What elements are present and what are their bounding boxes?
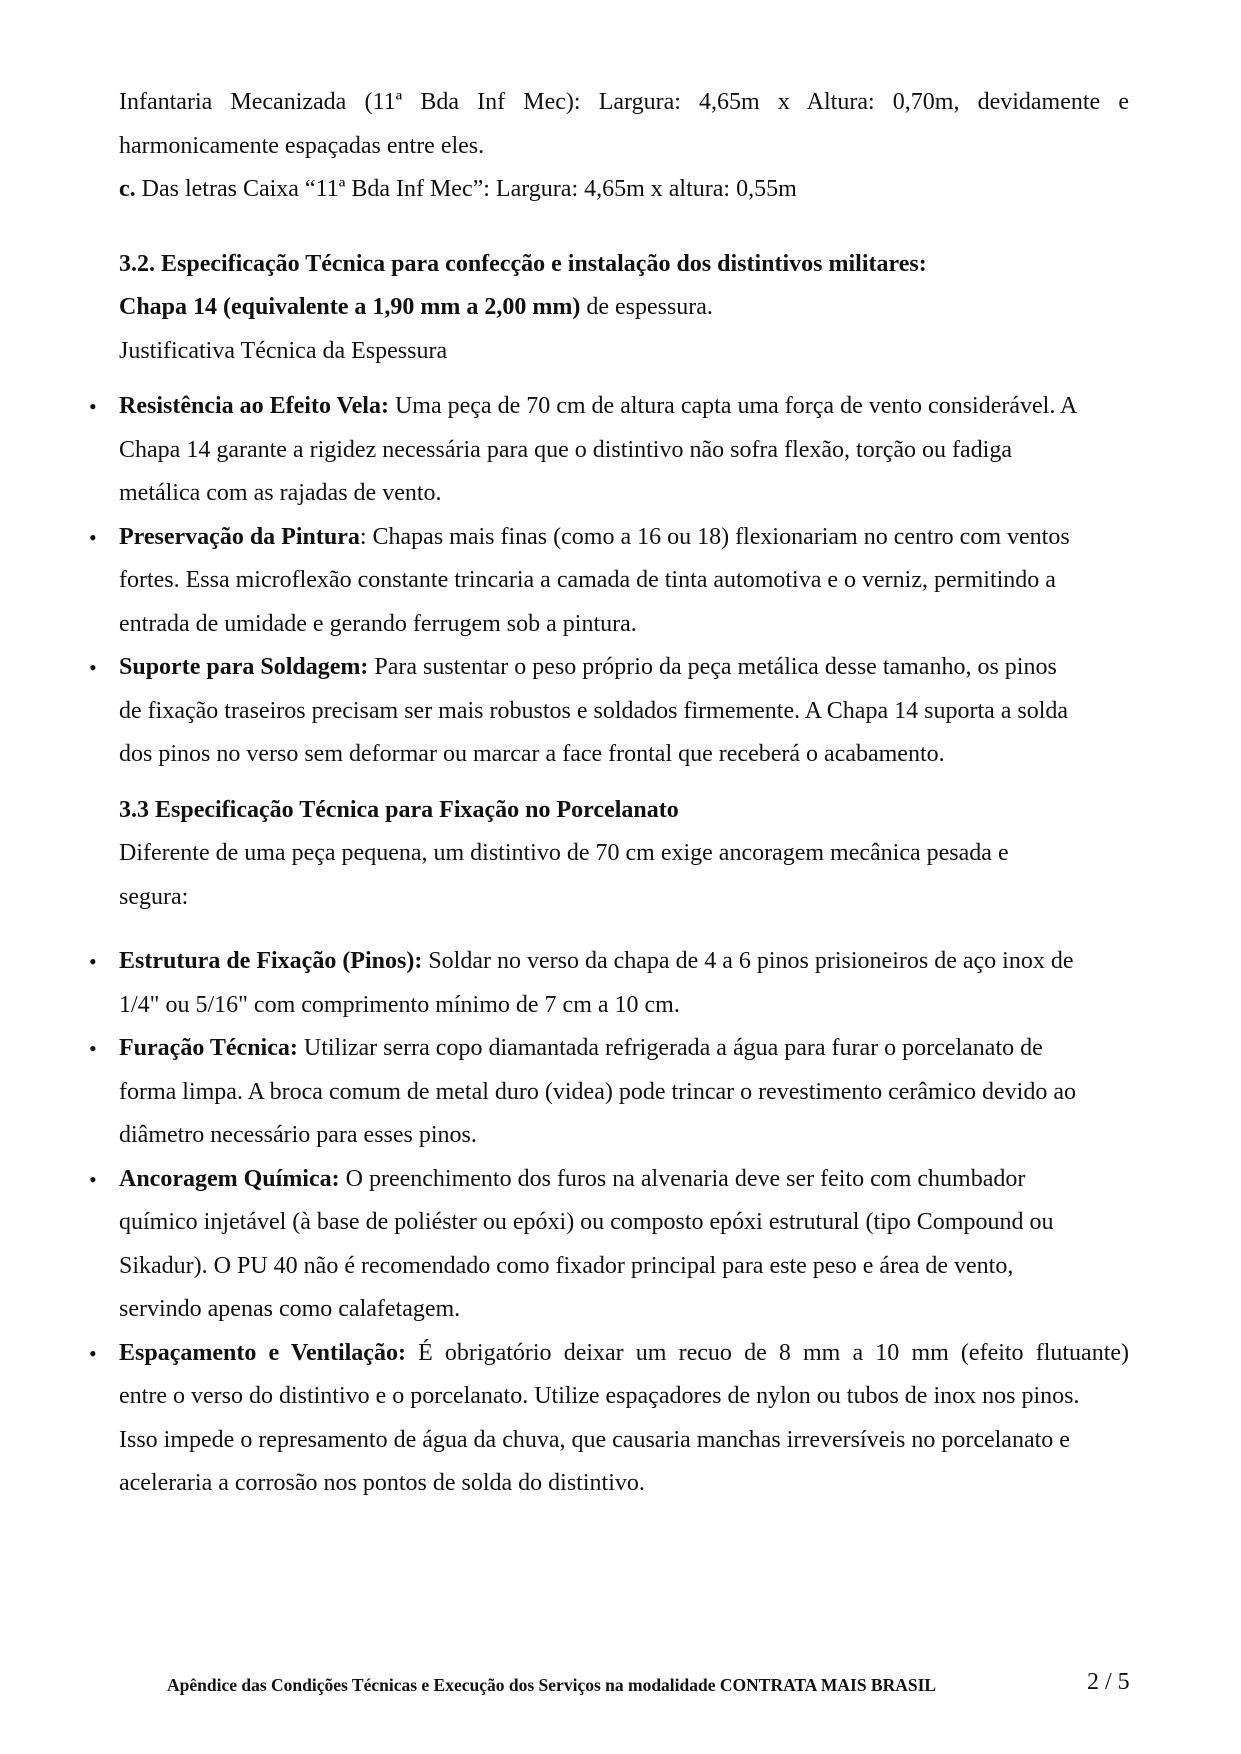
bullet-icon: •: [89, 1036, 97, 1061]
bullet-line: de fixação traseiros precisam ser mais robustos e soldados firmemente. A Chapa 14 suporta a solda: [119, 697, 1069, 724]
chapa-spec-rest: de espessura.: [580, 294, 713, 320]
bullet-title: Ancoragem Química:: [119, 1165, 340, 1192]
bullet-line: Suporte para Soldagem: Para sustentar o peso próprio da peça metálica desse tamanho, os pinos: [119, 654, 1057, 680]
bullet-icon: •: [89, 1340, 97, 1366]
section-3-3-heading: 3.3 Especificação Técnica para Fixação no Porcelanato: [119, 796, 679, 823]
bullet-line: Espaçamento e Ventilação: É obrigatório deixar um recuo de 8 mm a 10 mm (efeito flutuante): [119, 1339, 1130, 1366]
bullet-line: metálica com as rajadas de vento.: [119, 480, 442, 506]
bullet-line: entre o verso do distintivo e o porcelanato. Utilize espaçadores de nylon ou tubos de inox nos pinos.: [119, 1383, 1080, 1409]
item-c-label: c.: [119, 176, 136, 202]
list-item: [89, 1332, 1130, 1506]
bullet-line: Sikadur). O PU 40 não é recomendado como fixador principal para este peso e área de vento,: [119, 1252, 1014, 1279]
bullet-line: Estrutura de Fixação (Pinos): Soldar no verso da chapa de 4 a 6 pinos prisioneiros de aço inox de: [119, 948, 1074, 974]
list-item: [89, 385, 1129, 516]
bullet-line: químico injetável (à base de poliéster ou epóxi) ou composto epóxi estrutural (tipo Compound ou: [119, 1209, 1054, 1235]
page-footer: [0, 1669, 1241, 1703]
section-3-3-bullets: [89, 940, 1130, 1506]
paragraph-line: harmonicamente espaçadas entre eles.: [119, 132, 485, 159]
list-item: [89, 940, 1129, 1027]
bullet-line: aceleraria a corrosão nos pontos de solda do distintivo.: [119, 1470, 645, 1496]
list-item: [89, 1158, 1129, 1332]
bullet-title: Suporte para Soldagem:: [119, 654, 369, 680]
bullet-line: dos pinos no verso sem deformar ou marcar a face frontal que receberá o acabamento.: [119, 741, 945, 767]
bullet-title: Estrutura de Fixação (Pinos):: [119, 948, 423, 974]
bullet-title: Resistência ao Efeito Vela:: [119, 393, 389, 419]
bullet-line: Preservação da Pintura: Chapas mais finas (como a 16 ou 18) flexionariam no centro com ventos: [119, 523, 1070, 550]
list-item: [89, 516, 1129, 647]
bullet-icon: •: [89, 949, 97, 974]
bullet-line: servindo apenas como calafetagem.: [119, 1296, 461, 1322]
bullet-line: forma limpa. A broca comum de metal duro (videa) pode trincar o revestimento cerâmico devido ao: [119, 1078, 1076, 1105]
bullet-icon: •: [89, 655, 97, 680]
bullet-title: Furação Técnica:: [119, 1035, 298, 1061]
bullet-line: Isso impede o represamento de água da chuva, que causaria manchas irreversíveis no porcelanato e: [119, 1426, 1070, 1453]
bullet-icon: •: [89, 524, 97, 550]
justificativa-title: Justificativa Técnica da Espessura: [119, 337, 448, 364]
bullet-line: 1/4" ou 5/16" com comprimento mínimo de 7 cm a 10 cm.: [119, 991, 680, 1018]
bullet-title: Preservação da Pintura: [119, 523, 360, 550]
list-item: [89, 646, 1129, 777]
bullet-line: diâmetro necessário para esses pinos.: [119, 1122, 477, 1148]
document-body: [89, 81, 1130, 1506]
chapa-spec-bold: Chapa 14 (equivalente a 1,90 mm a 2,00 mm): [119, 294, 581, 320]
chapa-spec: [119, 286, 1129, 330]
item-c: [119, 168, 1129, 212]
item-c-text: Das letras Caixa “11ª Bda Inf Mec”: Largura: 4,65m x altura: 0,55m: [135, 176, 797, 202]
bullet-title: Espaçamento e Ventilação:: [119, 1339, 406, 1366]
bullet-line: Chapa 14 garante a rigidez necessária para que o distintivo não sofra flexão, torção ou fadiga: [119, 436, 1012, 463]
paragraph-line: Diferente de uma peça pequena, um distintivo de 70 cm exige ancoragem mecânica pesada e: [119, 840, 1009, 866]
section-3-2-heading: 3.2. Especificação Técnica para confecção e instalação dos distintivos militares:: [119, 250, 927, 277]
bullet-icon: •: [89, 394, 97, 419]
bullet-line: fortes. Essa microflexão constante trincaria a camada de tinta automotiva e o verniz, permitindo a: [119, 567, 1056, 593]
bullet-line: Furação Técnica: Utilizar serra copo diamantada refrigerada a água para furar o porcelanato de: [119, 1035, 1043, 1061]
paragraph-line: segura:: [119, 883, 189, 910]
bullet-line: entrada de umidade e gerando ferrugem sob a pintura.: [119, 610, 637, 637]
list-item: [89, 1027, 1129, 1158]
bullet-line: Ancoragem Química: O preenchimento dos furos na alvenaria deve ser feito com chumbador: [119, 1165, 1026, 1192]
section-3-2-bullets: [89, 385, 1129, 777]
page-number: 2 / 5: [1087, 1669, 1130, 1695]
paragraph-line: Infantaria Mecanizada (11ª Bda Inf Mec): Largura: 4,65m x Altura: 0,70m, devidamente e: [119, 89, 1129, 115]
bullet-icon: •: [89, 1166, 97, 1192]
footer-text: Apêndice das Condições Técnicas e Execução dos Serviços na modalidade CONTRATA MAIS BRASIL: [167, 1675, 937, 1695]
bullet-line: Resistência ao Efeito Vela: Uma peça de 70 cm de altura capta uma força de vento considerável. A: [119, 393, 1078, 419]
